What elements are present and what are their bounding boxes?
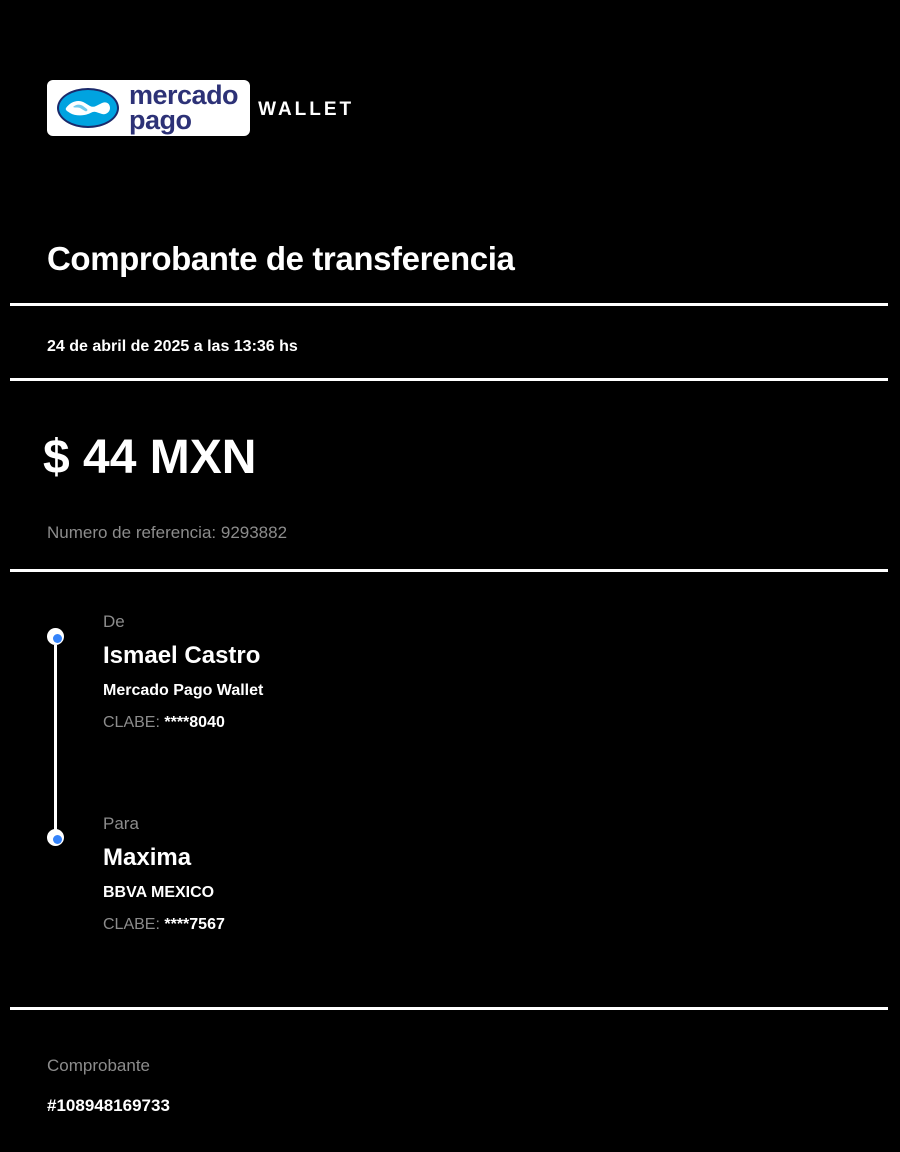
transfer-amount: $ 44 MXN (43, 431, 257, 484)
sender-clabe-label: CLABE: (103, 714, 165, 731)
recipient-label: Para (103, 814, 139, 833)
sender-block (103, 612, 263, 732)
recipient-block (103, 814, 225, 934)
page-title: Comprobante de transferencia (47, 240, 515, 277)
logo-word-line2: pago (129, 105, 192, 135)
reference-number: Numero de referencia: 9293882 (47, 523, 288, 542)
divider-top (10, 303, 888, 306)
timeline-line (54, 645, 57, 831)
divider-footer (10, 1007, 888, 1010)
transfer-datetime: 24 de abril de 2025 a las 13:36 hs (47, 338, 298, 355)
recipient-bank: BBVA MEXICO (103, 884, 215, 901)
transfer-timeline (47, 620, 65, 830)
logo-wordmark (129, 80, 239, 135)
recipient-clabe (103, 916, 225, 934)
divider-after-amount (10, 569, 888, 572)
sender-bank: Mercado Pago Wallet (103, 682, 264, 699)
wallet-tag: WALLET (258, 99, 355, 120)
divider-after-date (10, 378, 888, 381)
mercado-pago-logo (47, 80, 250, 136)
logo-word-line1: mercado (129, 80, 239, 111)
sender-name: Ismael Castro (103, 642, 261, 669)
timeline-dot-from (47, 628, 64, 645)
sender-clabe (103, 714, 263, 732)
handshake-icon (57, 88, 119, 128)
recipient-name: Maxima (103, 844, 192, 871)
brand-header (47, 80, 354, 136)
sender-label: De (103, 612, 125, 631)
receipt-label: Comprobante (47, 1056, 151, 1075)
recipient-clabe-value: ****7567 (164, 916, 225, 933)
recipient-clabe-label: CLABE: (103, 916, 165, 933)
sender-clabe-value: ****8040 (164, 714, 225, 731)
receipt-number: #108948169733 (47, 1096, 170, 1115)
timeline-dot-to (47, 829, 64, 846)
